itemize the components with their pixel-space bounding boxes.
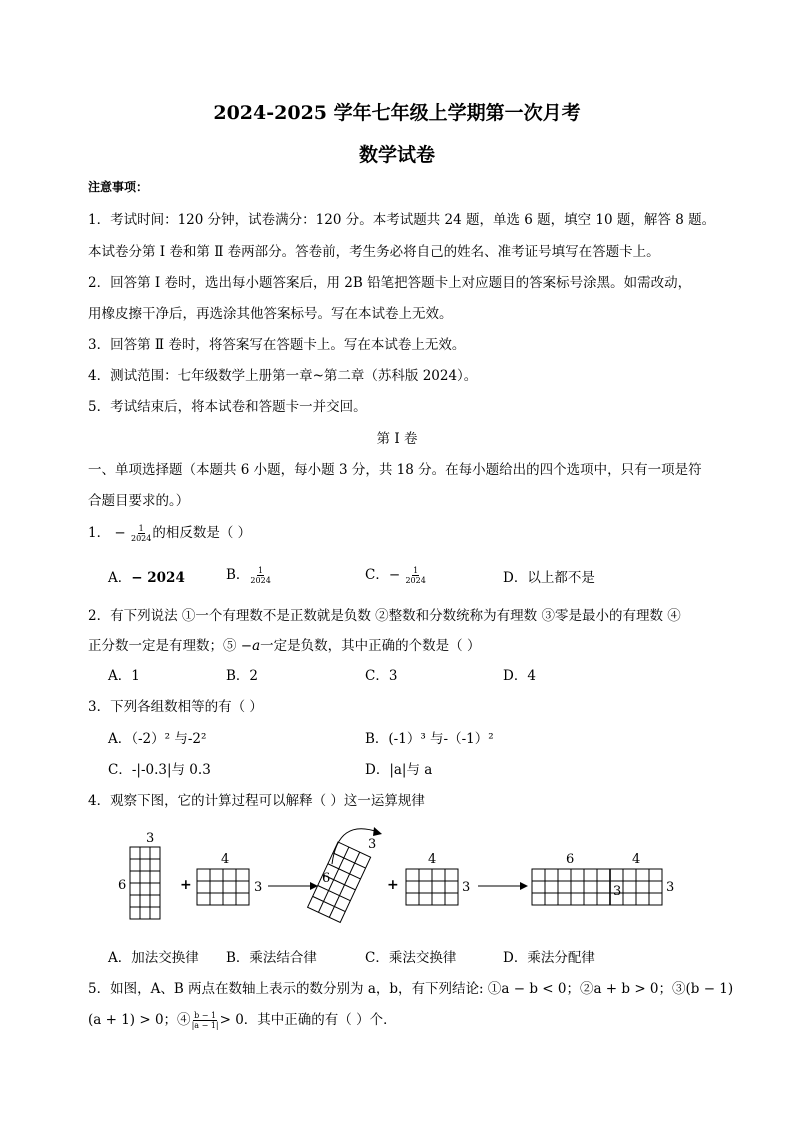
label: 4: [632, 852, 641, 867]
label: 6: [322, 871, 331, 886]
arrow-icon: [310, 882, 318, 890]
q2-option-b: B．2: [226, 668, 259, 684]
plus-sign: +: [387, 877, 399, 893]
notes-line: 用橡皮擦干净后，再选涂其他答案标号。写在本试卷上无效。: [88, 306, 453, 322]
label: 3: [254, 880, 263, 895]
section-intro: 一、单项选择题（本题共 6 小题，每小题 3 分，共 18 分。在每小题给出的四个选项中，只有一项是符: [88, 462, 702, 478]
q3-option-c: C．-|-0.3|与 0.3: [108, 762, 211, 778]
label: 3: [666, 880, 675, 895]
question-1-stem: [88, 521, 251, 543]
q3-option-b: B．(-1）³ 与-（-1）²: [365, 731, 494, 747]
q4-option-a: A．加法交换律: [108, 950, 199, 966]
label: 6: [566, 852, 575, 867]
question-number: 1．: [88, 525, 111, 541]
question-5-line1: 5．如图，A、B 两点在数轴上表示的数分别为 a，b，有下列结论: ①a − b < 0；②a + b > 0；③(b − 1): [88, 981, 734, 997]
q1-option-a: A．− 2024: [108, 570, 185, 586]
minus-sign: −: [114, 525, 126, 541]
label: 3: [613, 884, 622, 899]
grid-3x6: [130, 847, 160, 919]
question-2-line2: 正分数一定是有理数；⑤ −a一定是负数，其中正确的个数是（ ）: [88, 638, 481, 654]
exam-subtitle: 数学试卷: [358, 144, 435, 166]
grid-4x3: [406, 869, 458, 905]
q4-option-d: D．乘法分配律: [503, 950, 595, 966]
notes-line: 5．考试结束后，将本试卷和答题卡一并交回。: [88, 399, 367, 415]
exam-title: 2024-2025 学年七年级上学期第一次月考: [213, 102, 581, 124]
q1-option-b: B． $\frac{1}{2024}$: [226, 566, 271, 585]
notes-line: 2．回答第 Ⅰ 卷时，选出每小题答案后，用 2B 铅笔把答题卡上对应题目的答案标号涂黑。如需改动，: [88, 275, 692, 291]
section-intro: 合题目要求的。）: [88, 493, 190, 509]
notes-line: 3．回答第 Ⅱ 卷时，将答案写在答题卡上。写在本试卷上无效。: [88, 337, 466, 353]
q4-figure: [110, 822, 690, 934]
question-4-stem: 4．观察下图，它的计算过程可以解释（ ）这一运算规律: [88, 793, 425, 809]
grid-rotated: [308, 842, 371, 922]
question-2-line1: 2．有下列说法 ①一个有理数不是正数就是负数 ②整数和分数统称为有理数 ③零是最小的有理数 ④: [88, 608, 681, 624]
grid-10x3: [532, 869, 662, 905]
q2-option-c: C．3: [365, 668, 398, 684]
question-1-tail: 的相反数是（ ）: [152, 525, 252, 541]
q2-option-a: A．1: [108, 668, 140, 684]
notes-line: 本试卷分第 Ⅰ 卷和第 Ⅱ 卷两部分。答卷前，考生务必将自己的姓名、准考证号填写在答题卡上。: [88, 244, 660, 260]
q1-option-d: D．以上都不是: [503, 570, 595, 586]
q4-option-c: C．乘法交换律: [365, 950, 457, 966]
label: 4: [221, 852, 230, 867]
q2-option-d: D．4: [503, 668, 536, 684]
label: 6: [118, 878, 127, 893]
label: 3: [368, 837, 377, 852]
notes-heading: 注意事项：: [88, 180, 149, 194]
q3-option-a: A．（-2）² 与-2²: [108, 731, 207, 747]
label: 4: [428, 852, 437, 867]
grid-4x3: [197, 869, 249, 905]
section-label: 第 Ⅰ 卷: [376, 431, 418, 447]
notes-line: 1．考试时间：120 分钟，试卷满分：120 分。本考试题共 24 题，单选 6 题，填空 10 题，解答 8 题。: [88, 212, 716, 228]
label: 3: [146, 831, 155, 846]
label: 3: [462, 880, 471, 895]
notes-line: 4．测试范围：七年级数学上册第一章~第二章（苏科版 2024）。: [88, 368, 478, 384]
q3-option-d: D．|a|与 a: [365, 762, 433, 778]
q4-option-b: B．乘法结合律: [226, 950, 317, 966]
arrow-icon: [520, 882, 528, 890]
fraction: $\frac{1}{2024}$: [131, 524, 152, 543]
question-3-stem: 3．下列各组数相等的有（ ）: [88, 699, 263, 715]
question-5-line2: (a + 1) > 0；④ $\frac{b - 1}{|a - 1|}$ > 0．其中正确的有（ ）个．: [88, 1011, 397, 1030]
q1-option-c: C．− $\frac{1}{2024}$: [365, 566, 426, 585]
plus-sign: +: [180, 877, 192, 893]
